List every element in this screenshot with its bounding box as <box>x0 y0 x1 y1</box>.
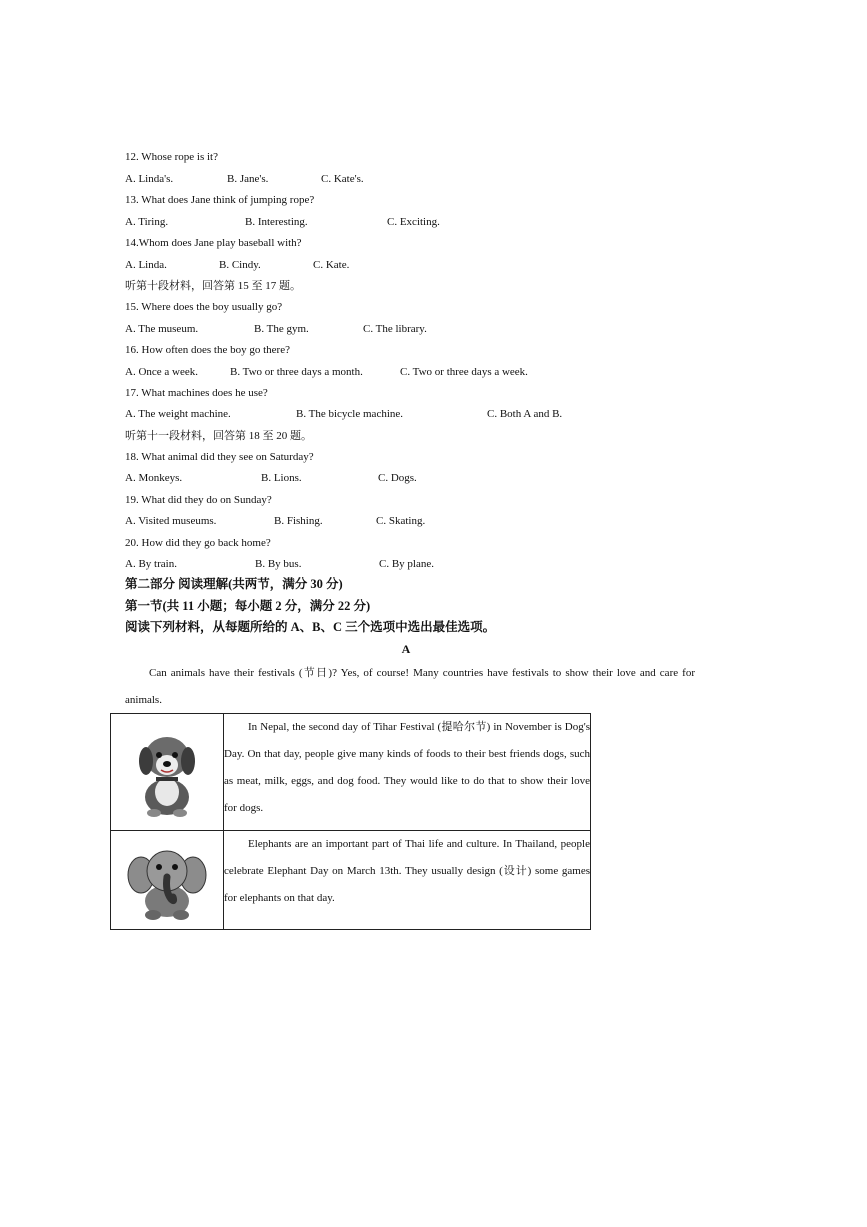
q15-option-b: B. The gym. <box>254 323 309 335</box>
q12-option-c: C. Kate's. <box>321 173 364 185</box>
q16-option-b: B. Two or three days a month. <box>230 366 363 378</box>
q15-option-c: C. The library. <box>363 323 427 335</box>
q14-option-b: B. Cindy. <box>219 259 261 271</box>
q13-option-c: C. Exciting. <box>387 216 440 228</box>
question-13: 13. What does Jane think of jumping rope? <box>125 194 315 206</box>
question-17: 17. What machines does he use? <box>125 387 268 399</box>
q16-option-c: C. Two or three days a week. <box>400 366 528 378</box>
question-14: 14.Whom does Jane play baseball with? <box>125 237 302 249</box>
passage-label: A <box>401 642 411 656</box>
q19-option-a: A. Visited museums. <box>125 515 217 527</box>
question-16: 16. How often does the boy go there? <box>125 344 290 356</box>
q18-option-b: B. Lions. <box>261 472 302 484</box>
question-18: 18. What animal did they see on Saturday? <box>125 451 314 463</box>
part-2-title: 第二部分 阅读理解(共两节，满分 30 分) <box>125 577 343 591</box>
elephant-image <box>127 839 207 921</box>
section-11-instruction: 听第十一段材料，回答第 18 至 20 题。 <box>125 430 312 442</box>
q12-option-a: A. Linda's. <box>125 173 174 185</box>
q19-option-c: C. Skating. <box>376 515 426 527</box>
question-20: 20. How did they go back home? <box>125 537 271 549</box>
passage-intro: Can animals have their festivals (节日)? Yes, of course! Many countries have festivals to show their love and care for animals. <box>125 667 695 706</box>
q20-option-b: B. By bus. <box>255 558 302 570</box>
section-10-instruction: 听第十段材料，回答第 15 至 17 题。 <box>125 280 301 292</box>
q17-option-c: C. Both A and B. <box>487 408 563 420</box>
dog-day-text: In Nepal, the second day of Tihar Festival (提哈尔节) in November is Dog's Day. On that day, people give many kinds of foods to their best friends dogs, such as meat, milk, eggs, and dog food. They would like to do that to show their love for dogs. <box>224 714 591 831</box>
q14-option-a: A. Linda. <box>125 259 167 271</box>
q20-option-a: A. By train. <box>125 558 177 570</box>
q15-option-a: A. The museum. <box>125 323 199 335</box>
q13-option-b: B. Interesting. <box>245 216 308 228</box>
q19-option-b: B. Fishing. <box>274 515 323 527</box>
q12-option-b: B. Jane's. <box>227 173 269 185</box>
q17-option-b: B. The bicycle machine. <box>296 408 404 420</box>
dog-image <box>132 727 202 817</box>
q20-option-c: C. By plane. <box>379 558 434 570</box>
q18-option-a: A. Monkeys. <box>125 472 183 484</box>
q17-option-a: A. The weight machine. <box>125 408 231 420</box>
table-row <box>111 714 591 831</box>
q14-option-c: C. Kate. <box>313 259 350 271</box>
q16-option-a: A. Once a week. <box>125 366 198 378</box>
festival-table <box>110 713 591 930</box>
question-12: 12. Whose rope is it? <box>125 151 218 163</box>
q13-option-a: A. Tiring. <box>125 216 169 228</box>
dog-cell <box>111 714 224 831</box>
table-row <box>111 831 591 930</box>
section-1-title: 第一节(共 11 小题；每小题 2 分，满分 22 分) <box>125 599 371 613</box>
reading-instruction: 阅读下列材料，从每题所给的 A、B、C 三个选项中选出最佳选项。 <box>125 620 496 634</box>
elephant-cell <box>111 831 224 930</box>
elephant-day-text: Elephants are an important part of Thai life and culture. In Thailand, people celebrate Elephant Day on March 13th. They usually design (设计) some games for elephants on that day. <box>224 831 591 930</box>
q18-option-c: C. Dogs. <box>378 472 417 484</box>
question-15: 15. Where does the boy usually go? <box>125 301 283 313</box>
question-19: 19. What did they do on Sunday? <box>125 494 272 506</box>
